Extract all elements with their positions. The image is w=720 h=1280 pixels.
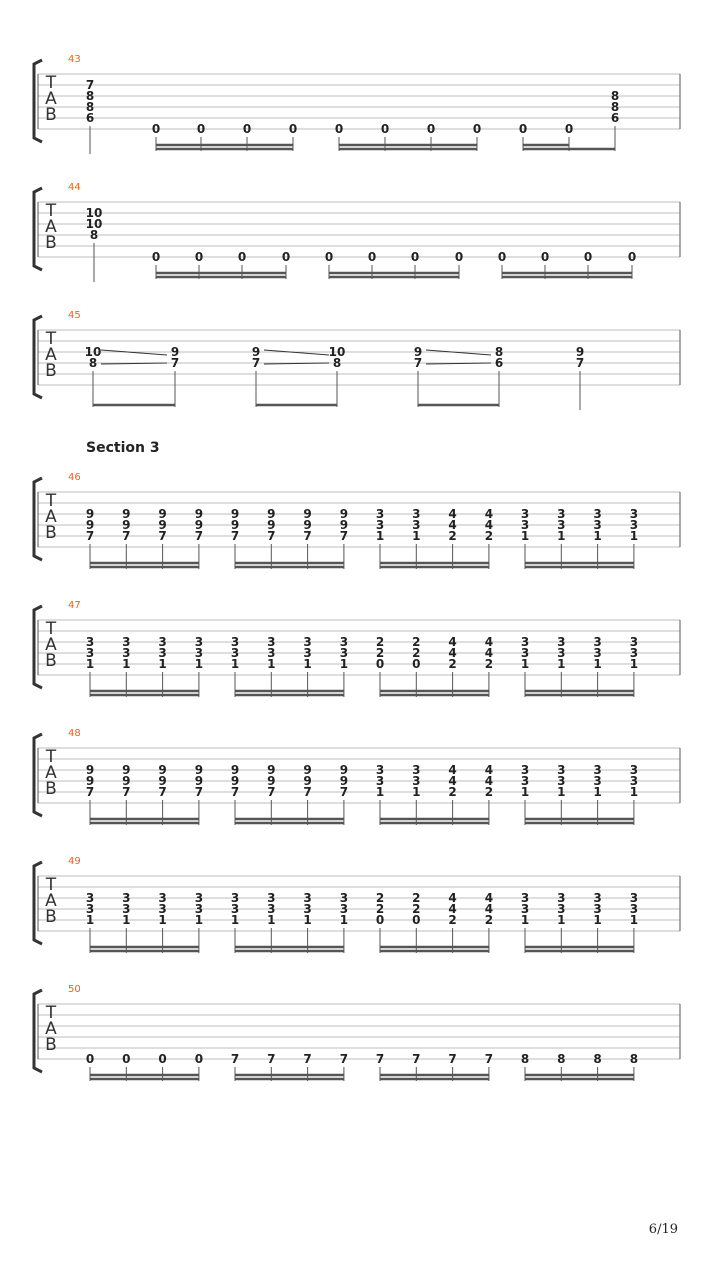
tab-clef-letter: A <box>45 89 57 109</box>
fret-number: 4 <box>484 518 494 532</box>
fret-number: 4 <box>484 635 494 649</box>
fret-number: 9 <box>339 507 349 521</box>
fret-number: 9 <box>122 507 131 521</box>
fret-number: 2 <box>484 529 494 543</box>
fret-number: 1 <box>122 913 131 927</box>
fret-number: 3 <box>375 763 385 777</box>
fret-number: 2 <box>375 646 385 660</box>
fret-number: 3 <box>557 646 566 660</box>
section-label: Section 3 <box>86 440 160 456</box>
fret-number: 7 <box>158 529 167 543</box>
fret-number: 1 <box>412 529 421 543</box>
fret-number: 2 <box>412 635 421 649</box>
fret-number: 0 <box>194 1052 204 1066</box>
fret-number: 1 <box>267 913 276 927</box>
fret-number: 7 <box>170 356 180 370</box>
tab-system <box>34 310 680 410</box>
fret-number: 0 <box>627 250 637 264</box>
fret-number: 3 <box>593 774 602 788</box>
fret-number: 2 <box>412 891 421 905</box>
fret-number: 3 <box>593 646 602 660</box>
fret-number: 3 <box>520 635 530 649</box>
fret-number: 0 <box>410 250 420 264</box>
fret-number: 3 <box>303 902 312 916</box>
fret-number: 3 <box>194 891 204 905</box>
tab-clef-letter: T <box>45 201 57 221</box>
fret-number: 7 <box>85 78 95 92</box>
fret-number: 0 <box>151 250 161 264</box>
fret-number: 8 <box>629 1052 639 1066</box>
fret-number: 3 <box>267 891 276 905</box>
fret-number: 9 <box>230 518 240 532</box>
fret-number: 8 <box>557 1052 566 1066</box>
fret-number: 2 <box>448 785 457 799</box>
fret-number: 1 <box>520 785 530 799</box>
tab-system <box>34 182 680 282</box>
tab-clef-letter: A <box>45 635 57 655</box>
fret-number: 3 <box>339 891 349 905</box>
fret-number: 7 <box>194 785 204 799</box>
fret-number: 8 <box>88 356 98 370</box>
fret-number: 7 <box>85 785 95 799</box>
fret-number: 9 <box>230 763 240 777</box>
fret-number: 0 <box>196 122 206 136</box>
fret-number: 4 <box>448 518 457 532</box>
fret-number: 3 <box>629 774 639 788</box>
fret-number: 3 <box>303 646 312 660</box>
fret-number: 9 <box>339 763 349 777</box>
fret-number: 7 <box>484 1052 494 1066</box>
measure-number: 48 <box>68 728 81 739</box>
fret-number: 3 <box>267 635 276 649</box>
fret-number: 9 <box>194 518 204 532</box>
fret-number: 9 <box>575 345 585 359</box>
tab-system <box>34 728 680 825</box>
tab-system <box>34 54 680 154</box>
tab-clef-letter: B <box>45 233 57 253</box>
fret-number: 4 <box>448 902 457 916</box>
fret-number: 3 <box>339 635 349 649</box>
fret-number: 4 <box>448 774 457 788</box>
fret-number: 3 <box>230 646 240 660</box>
tab-system <box>34 472 680 569</box>
fret-number: 3 <box>122 646 131 660</box>
fret-number: 1 <box>303 913 312 927</box>
fret-number: 10 <box>85 206 103 220</box>
fret-number: 2 <box>484 913 494 927</box>
fret-number: 0 <box>426 122 436 136</box>
fret-number: 3 <box>303 891 312 905</box>
fret-number: 3 <box>520 507 530 521</box>
fret-number: 1 <box>520 529 530 543</box>
tab-system <box>34 984 680 1081</box>
fret-number: 2 <box>412 646 421 660</box>
fret-number: 6 <box>610 111 620 125</box>
fret-number: 0 <box>472 122 482 136</box>
fret-number: 9 <box>413 345 423 359</box>
fret-number: 0 <box>412 913 421 927</box>
fret-number: 3 <box>557 518 566 532</box>
page-number: 6/19 <box>648 1222 678 1237</box>
fret-number: 7 <box>267 1052 276 1066</box>
tab-clef-letter: B <box>45 1035 57 1055</box>
fret-number: 9 <box>230 774 240 788</box>
fret-number: 1 <box>303 657 312 671</box>
fret-number: 3 <box>557 635 566 649</box>
fret-number: 3 <box>85 891 95 905</box>
fret-number: 3 <box>593 518 602 532</box>
tab-system <box>34 600 680 697</box>
fret-number: 0 <box>281 250 291 264</box>
fret-number: 9 <box>303 507 312 521</box>
fret-number: 10 <box>85 217 103 231</box>
fret-number: 0 <box>380 122 390 136</box>
fret-number: 3 <box>520 518 530 532</box>
fret-number: 7 <box>303 1052 312 1066</box>
fret-number: 3 <box>593 902 602 916</box>
fret-number: 9 <box>122 763 131 777</box>
fret-number: 3 <box>593 891 602 905</box>
fret-number: 9 <box>303 763 312 777</box>
tab-clef-letter: T <box>45 619 57 639</box>
fret-number: 9 <box>122 774 131 788</box>
fret-number: 3 <box>412 774 421 788</box>
fret-number: 9 <box>339 518 349 532</box>
fret-number: 3 <box>412 507 421 521</box>
fret-number: 3 <box>122 635 131 649</box>
fret-number: 1 <box>629 529 639 543</box>
tab-clef-letter: T <box>45 875 57 895</box>
fret-number: 2 <box>484 785 494 799</box>
fret-number: 0 <box>158 1052 167 1066</box>
fret-number: 3 <box>194 902 204 916</box>
tab-clef-letter: T <box>45 747 57 767</box>
fret-number: 3 <box>520 774 530 788</box>
fret-number: 3 <box>557 774 566 788</box>
fret-number: 3 <box>629 635 639 649</box>
fret-number: 3 <box>339 646 349 660</box>
fret-number: 3 <box>629 518 639 532</box>
tab-clef-letter: B <box>45 779 57 799</box>
fret-number: 6 <box>85 111 95 125</box>
tab-clef-letter: A <box>45 1019 57 1039</box>
fret-number: 0 <box>324 250 334 264</box>
fret-number: 9 <box>339 774 349 788</box>
fret-number: 1 <box>629 785 639 799</box>
fret-number: 7 <box>122 785 131 799</box>
tab-clef-letter: T <box>45 73 57 93</box>
fret-number: 3 <box>629 891 639 905</box>
fret-number: 1 <box>158 657 167 671</box>
fret-number: 3 <box>557 891 566 905</box>
fret-number: 3 <box>629 646 639 660</box>
fret-number: 1 <box>339 913 349 927</box>
fret-number: 1 <box>85 657 95 671</box>
fret-number: 0 <box>564 122 574 136</box>
fret-number: 8 <box>610 100 620 114</box>
fret-number: 3 <box>375 518 385 532</box>
measure-number: 50 <box>68 984 81 995</box>
fret-number: 2 <box>375 902 385 916</box>
fret-number: 0 <box>583 250 593 264</box>
fret-number: 3 <box>85 646 95 660</box>
fret-number: 0 <box>242 122 252 136</box>
fret-number: 9 <box>194 507 204 521</box>
fret-number: 9 <box>158 763 167 777</box>
fret-number: 0 <box>288 122 298 136</box>
fret-number: 0 <box>518 122 528 136</box>
fret-number: 9 <box>303 518 312 532</box>
tab-clef-letter: B <box>45 105 57 125</box>
fret-number: 4 <box>448 891 457 905</box>
fret-number: 1 <box>593 657 602 671</box>
fret-number: 9 <box>303 774 312 788</box>
fret-number: 1 <box>520 657 530 671</box>
fret-number: 3 <box>412 763 421 777</box>
fret-number: 9 <box>230 507 240 521</box>
fret-number: 9 <box>85 507 95 521</box>
fret-number: 1 <box>230 913 240 927</box>
fret-number: 1 <box>122 657 131 671</box>
fret-number: 10 <box>84 345 102 359</box>
fret-number: 1 <box>194 913 204 927</box>
measure-number: 49 <box>68 856 81 867</box>
tab-clef-letter: B <box>45 651 57 671</box>
fret-number: 1 <box>593 913 602 927</box>
fret-number: 3 <box>158 635 167 649</box>
fret-number: 0 <box>367 250 377 264</box>
fret-number: 4 <box>448 635 457 649</box>
fret-number: 2 <box>375 635 385 649</box>
fret-number: 8 <box>332 356 342 370</box>
fret-number: 1 <box>520 913 530 927</box>
fret-number: 3 <box>520 763 530 777</box>
fret-number: 9 <box>122 518 131 532</box>
fret-number: 9 <box>267 774 276 788</box>
fret-number: 1 <box>230 657 240 671</box>
tab-clef-letter: A <box>45 763 57 783</box>
fret-number: 4 <box>484 902 494 916</box>
fret-number: 3 <box>303 635 312 649</box>
fret-number: 3 <box>520 891 530 905</box>
tab-clef-letter: T <box>45 329 57 349</box>
fret-number: 7 <box>267 529 276 543</box>
fret-number: 2 <box>448 913 457 927</box>
fret-number: 0 <box>454 250 464 264</box>
fret-number: 8 <box>85 100 95 114</box>
fret-number: 7 <box>339 785 349 799</box>
fret-number: 9 <box>267 763 276 777</box>
fret-number: 1 <box>339 657 349 671</box>
tab-clef-letter: B <box>45 523 57 543</box>
fret-number: 1 <box>593 529 602 543</box>
fret-number: 3 <box>230 891 240 905</box>
fret-number: 1 <box>267 657 276 671</box>
fret-number: 8 <box>593 1052 602 1066</box>
fret-number: 1 <box>593 785 602 799</box>
fret-number: 7 <box>122 529 131 543</box>
measure-number: 45 <box>68 310 81 321</box>
fret-number: 1 <box>557 785 566 799</box>
fret-number: 9 <box>194 763 204 777</box>
fret-number: 0 <box>237 250 247 264</box>
fret-number: 7 <box>251 356 261 370</box>
fret-number: 0 <box>122 1052 131 1066</box>
fret-number: 7 <box>158 785 167 799</box>
fret-number: 3 <box>375 774 385 788</box>
fret-number: 1 <box>557 913 566 927</box>
fret-number: 7 <box>267 785 276 799</box>
fret-number: 1 <box>629 657 639 671</box>
fret-number: 7 <box>303 529 312 543</box>
fret-number: 3 <box>629 507 639 521</box>
fret-number: 3 <box>557 902 566 916</box>
fret-number: 3 <box>230 635 240 649</box>
fret-number: 9 <box>158 774 167 788</box>
fret-number: 3 <box>557 763 566 777</box>
fret-number: 3 <box>629 902 639 916</box>
fret-number: 0 <box>85 1052 95 1066</box>
fret-number: 8 <box>494 345 504 359</box>
fret-number: 3 <box>85 902 95 916</box>
fret-number: 7 <box>339 529 349 543</box>
fret-number: 4 <box>448 507 457 521</box>
fret-number: 3 <box>267 646 276 660</box>
fret-number: 1 <box>629 913 639 927</box>
fret-number: 7 <box>339 1052 349 1066</box>
fret-number: 8 <box>85 89 95 103</box>
fret-number: 3 <box>593 635 602 649</box>
fret-number: 9 <box>170 345 180 359</box>
fret-number: 3 <box>230 902 240 916</box>
fret-number: 7 <box>230 785 240 799</box>
fret-number: 0 <box>497 250 507 264</box>
fret-number: 1 <box>194 657 204 671</box>
fret-number: 7 <box>412 1052 421 1066</box>
fret-number: 7 <box>230 1052 240 1066</box>
fret-number: 3 <box>593 763 602 777</box>
fret-number: 3 <box>593 507 602 521</box>
fret-number: 1 <box>85 913 95 927</box>
fret-number: 9 <box>158 507 167 521</box>
fret-number: 0 <box>334 122 344 136</box>
fret-number: 9 <box>85 763 95 777</box>
fret-number: 7 <box>413 356 423 370</box>
fret-number: 3 <box>629 763 639 777</box>
fret-number: 7 <box>448 1052 457 1066</box>
fret-number: 7 <box>575 356 585 370</box>
fret-number: 10 <box>328 345 346 359</box>
fret-number: 3 <box>122 902 131 916</box>
fret-number: 8 <box>610 89 620 103</box>
fret-number: 8 <box>89 228 99 242</box>
fret-number: 3 <box>122 891 131 905</box>
fret-number: 9 <box>251 345 261 359</box>
fret-number: 3 <box>557 507 566 521</box>
fret-number: 4 <box>484 774 494 788</box>
fret-number: 3 <box>520 646 530 660</box>
fret-number: 2 <box>375 891 385 905</box>
fret-number: 7 <box>375 1052 385 1066</box>
fret-number: 3 <box>267 902 276 916</box>
fret-number: 8 <box>520 1052 530 1066</box>
fret-number: 3 <box>412 518 421 532</box>
fret-number: 7 <box>303 785 312 799</box>
fret-number: 7 <box>230 529 240 543</box>
fret-number: 0 <box>375 657 385 671</box>
fret-number: 2 <box>484 657 494 671</box>
fret-number: 4 <box>448 646 457 660</box>
fret-number: 0 <box>151 122 161 136</box>
fret-number: 3 <box>158 646 167 660</box>
fret-number: 2 <box>448 529 457 543</box>
fret-number: 9 <box>85 518 95 532</box>
fret-number: 3 <box>85 635 95 649</box>
fret-number: 0 <box>194 250 204 264</box>
fret-number: 2 <box>448 657 457 671</box>
fret-number: 3 <box>158 902 167 916</box>
fret-number: 1 <box>158 913 167 927</box>
fret-number: 3 <box>375 507 385 521</box>
fret-number: 9 <box>158 518 167 532</box>
fret-number: 0 <box>540 250 550 264</box>
fret-number: 4 <box>484 891 494 905</box>
fret-number: 9 <box>194 774 204 788</box>
fret-number: 0 <box>375 913 385 927</box>
tab-clef-letter: A <box>45 345 57 365</box>
fret-number: 3 <box>194 635 204 649</box>
measure-number: 47 <box>68 600 81 611</box>
fret-number: 3 <box>158 891 167 905</box>
fret-number: 1 <box>412 785 421 799</box>
fret-number: 4 <box>484 646 494 660</box>
tab-clef-letter: A <box>45 891 57 911</box>
fret-number: 1 <box>557 657 566 671</box>
tab-clef-letter: A <box>45 217 57 237</box>
fret-number: 2 <box>412 902 421 916</box>
tab-clef-letter: T <box>45 491 57 511</box>
fret-number: 7 <box>194 529 204 543</box>
measure-number: 44 <box>68 182 81 193</box>
fret-number: 9 <box>85 774 95 788</box>
fret-number: 4 <box>448 763 457 777</box>
fret-number: 3 <box>520 902 530 916</box>
fret-number: 4 <box>484 507 494 521</box>
fret-number: 4 <box>484 763 494 777</box>
fret-number: 7 <box>85 529 95 543</box>
fret-number: 1 <box>557 529 566 543</box>
fret-number: 3 <box>339 902 349 916</box>
tab-clef-letter: A <box>45 507 57 527</box>
fret-number: 9 <box>267 507 276 521</box>
measure-number: 46 <box>68 472 81 483</box>
tab-clef-letter: T <box>45 1003 57 1023</box>
fret-number: 6 <box>494 356 504 370</box>
tab-clef-letter: B <box>45 907 57 927</box>
tab-clef-letter: B <box>45 361 57 381</box>
fret-number: 1 <box>375 785 385 799</box>
measure-number: 43 <box>68 54 81 65</box>
fret-number: 9 <box>267 518 276 532</box>
fret-number: 1 <box>375 529 385 543</box>
tab-system <box>34 856 680 953</box>
fret-number: 3 <box>194 646 204 660</box>
fret-number: 0 <box>412 657 421 671</box>
